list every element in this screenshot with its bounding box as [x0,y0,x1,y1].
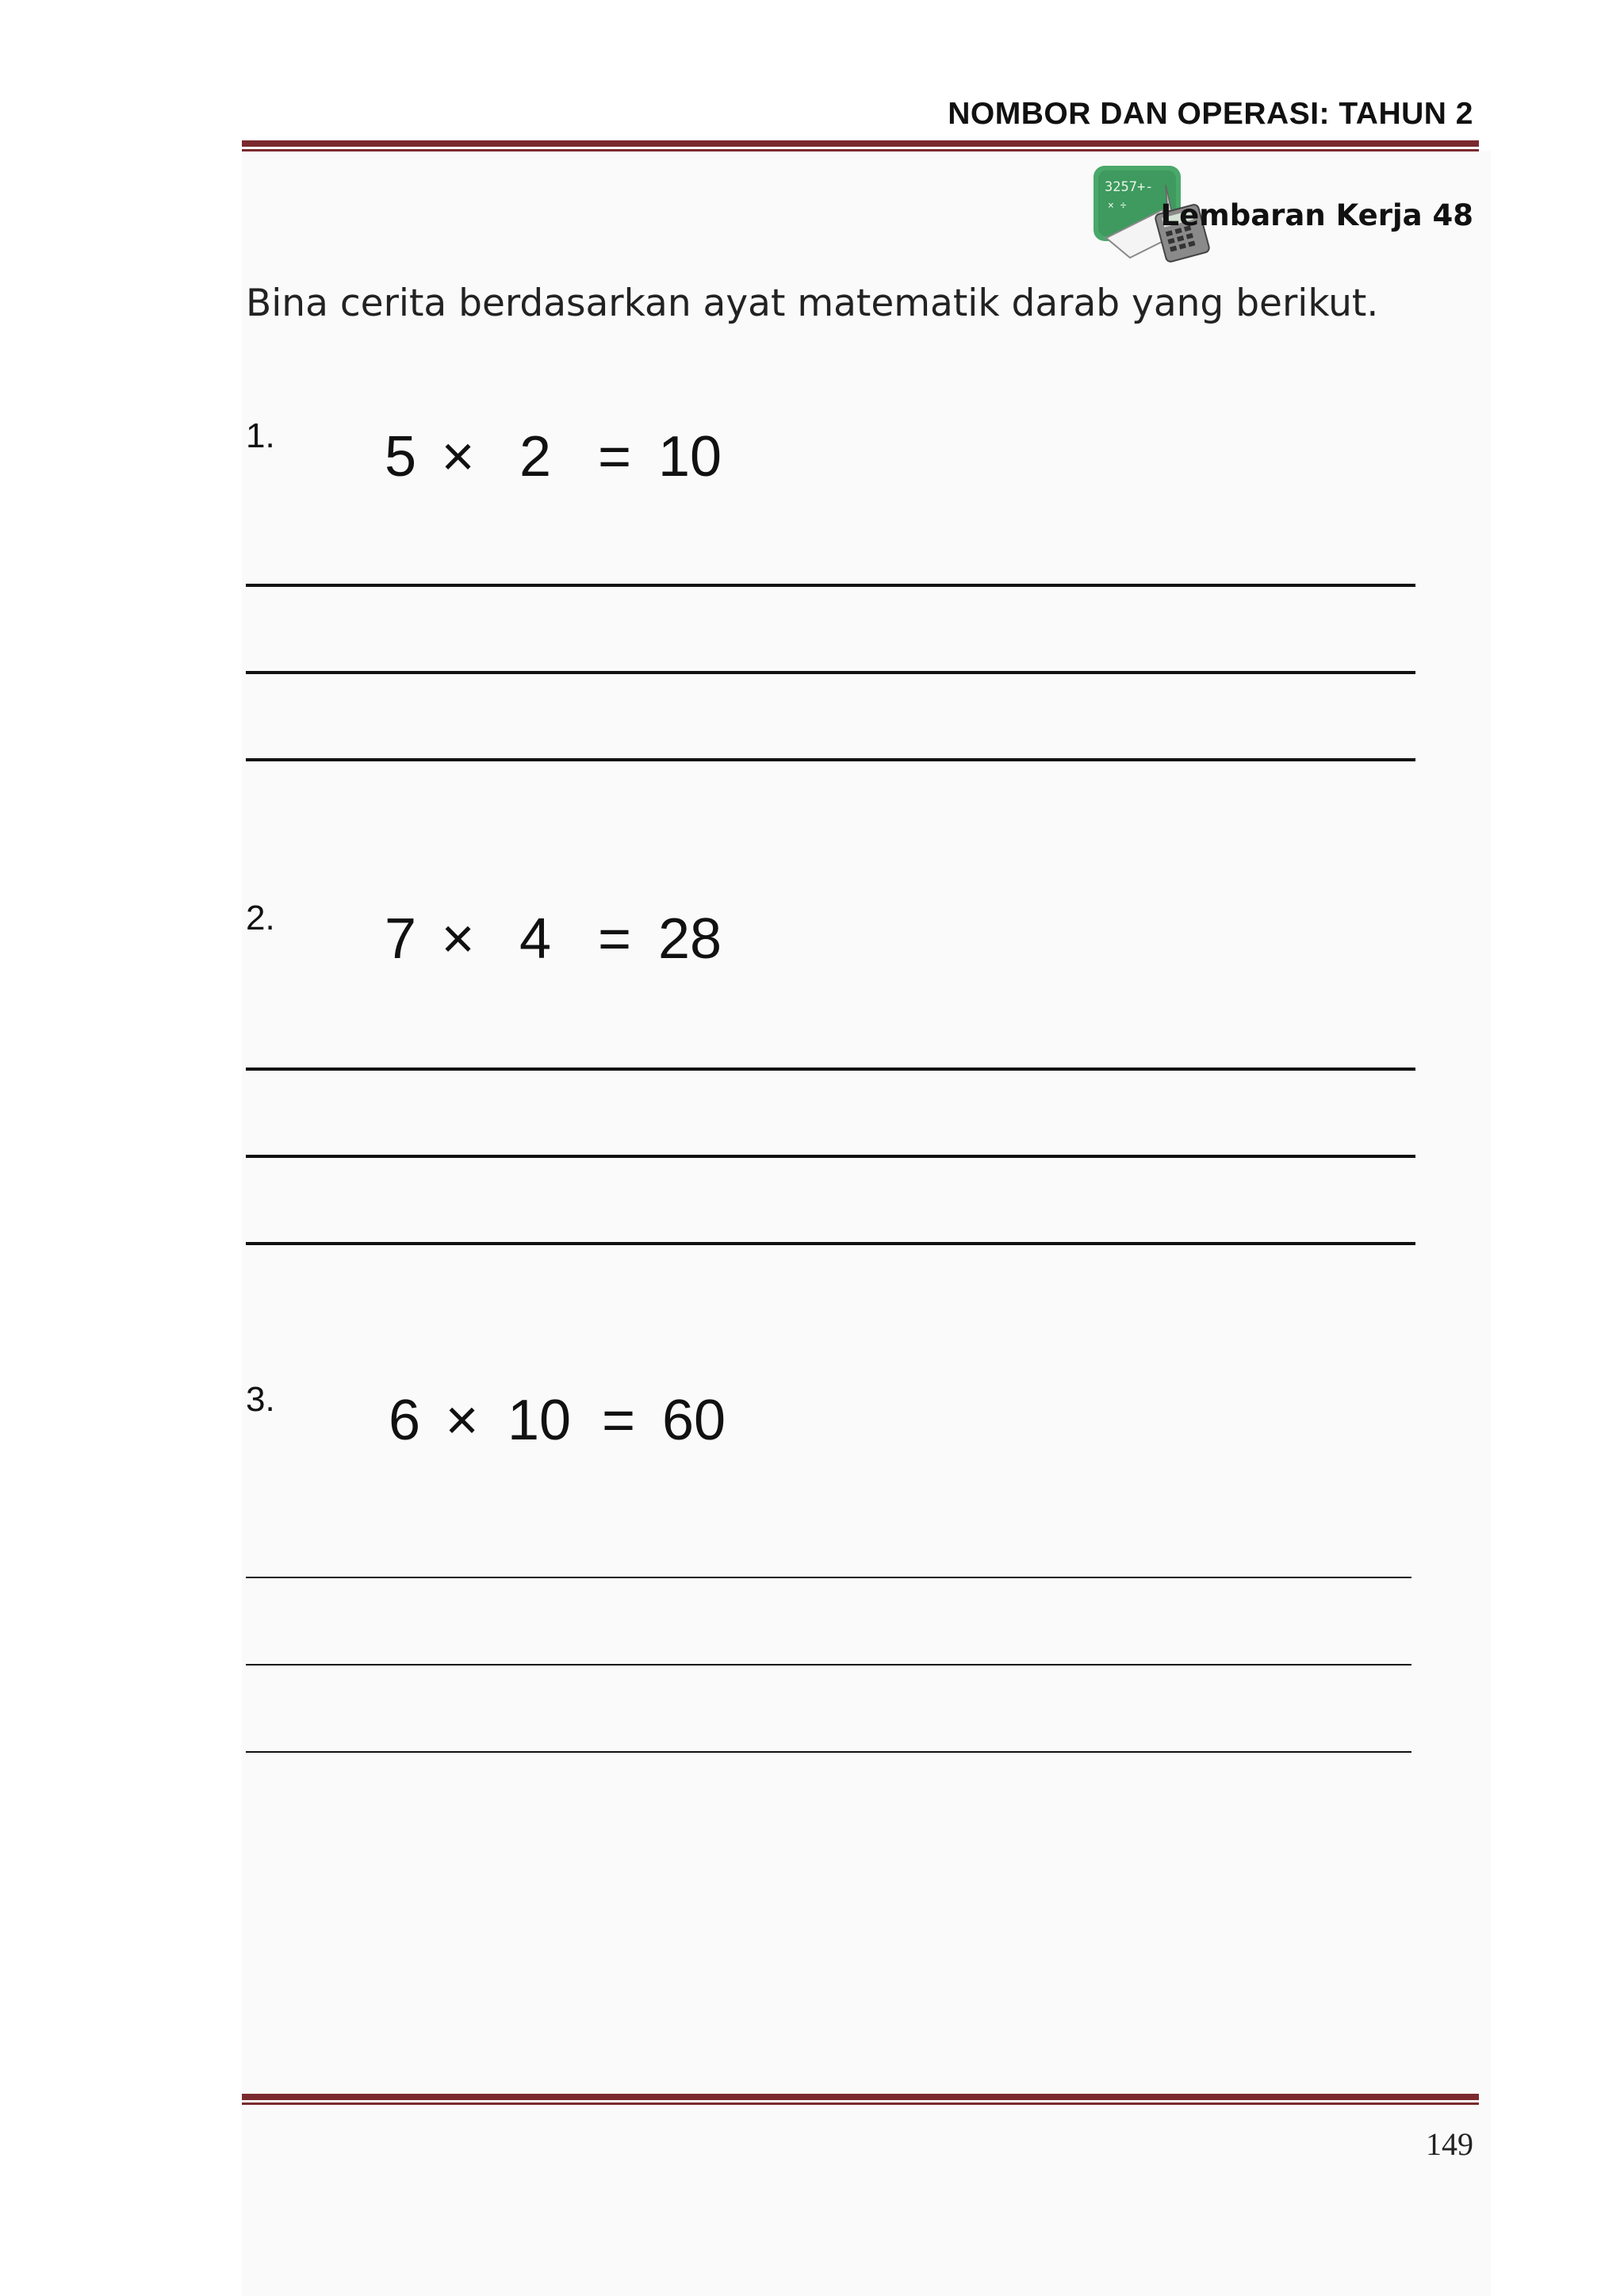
result: 28 [657,907,722,971]
answer-line[interactable] [246,1242,1415,1245]
question-2-equation [381,907,726,972]
answer-line[interactable] [246,1751,1411,1753]
question-3-equation [385,1388,730,1453]
worksheet-label: Lembaran Kerja 48 [1160,198,1473,232]
instruction-text: Bina cerita berdasarkan ayat matematik darab yang berikut. [246,282,1379,325]
result: 10 [657,425,722,489]
operand-b: 10 [507,1389,572,1452]
result: 60 [661,1389,726,1452]
logo-board-text: 3257+- [1105,179,1154,195]
svg-text:× ÷: × ÷ [1108,200,1127,212]
question-2-number: 2. [246,899,275,937]
footer-rule-thin [242,2102,1479,2105]
footer-rule-thick [242,2094,1479,2100]
operator-times: × [445,1389,479,1452]
answer-line[interactable] [246,1577,1411,1578]
operator-times: × [441,907,475,971]
operand-a: 5 [384,425,417,489]
operand-b: 4 [519,907,552,971]
answer-line[interactable] [246,1068,1415,1071]
equals-sign: = [597,907,632,971]
answer-line[interactable] [246,584,1415,587]
answer-line[interactable] [246,1155,1415,1158]
operand-a: 7 [384,907,417,971]
operand-a: 6 [388,1389,421,1452]
answer-line[interactable] [246,671,1415,674]
operator-times: × [441,425,475,489]
answer-line[interactable] [246,1664,1411,1665]
equals-sign: = [597,425,632,489]
header-rule-thick [242,140,1479,147]
question-1-number: 1. [246,416,275,455]
equals-sign: = [601,1389,636,1452]
header-rule-thin [242,149,1479,151]
header-title: NOMBOR DAN OPERASI: TAHUN 2 [948,97,1473,131]
question-3-number: 3. [246,1380,275,1419]
answer-line[interactable] [246,758,1415,761]
operand-b: 2 [519,425,552,489]
question-1-equation [381,424,726,489]
page-number: 149 [1426,2126,1473,2162]
